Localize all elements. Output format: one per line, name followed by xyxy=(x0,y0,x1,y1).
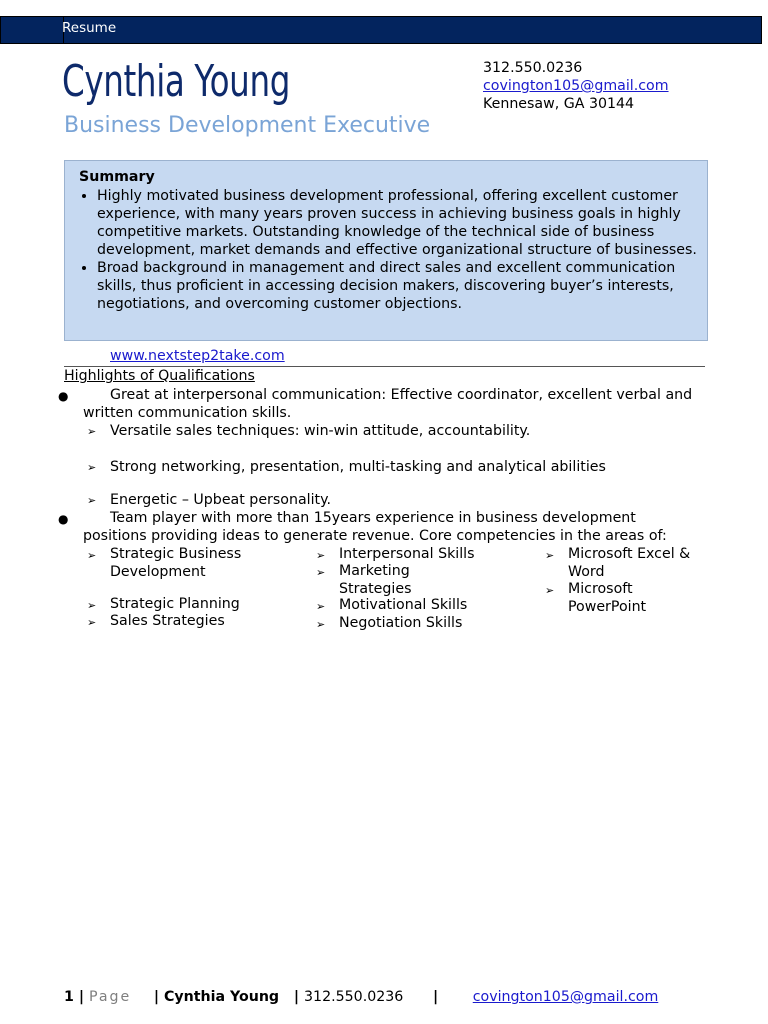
header-label: Resume xyxy=(62,20,117,36)
summary-heading: Summary xyxy=(79,169,155,185)
sub-item: Strong networking, presentation, multi-tasking and analytical abilities xyxy=(110,459,606,475)
sub-item: Energetic – Upbeat personality. xyxy=(110,492,331,508)
highlight-item-line: positions providing ideas to generate revenue. Core competencies in the areas of: xyxy=(83,528,667,544)
summary-item: • Highly motivated business development professional, offering excellent customer experience, with many years proven success in achieving business goals in highly competitive markets. Outstanding knowledge of the technical side of business development, market demands and effective organizational structure of businesses. xyxy=(97,187,697,259)
header-bar-tab xyxy=(0,16,64,44)
arrow-bullet-icon: ➢ xyxy=(545,584,555,597)
highlight-item-line: Team player with more than 15years experience in business development xyxy=(110,510,636,526)
summary-box xyxy=(64,160,708,341)
arrow-bullet-icon: ➢ xyxy=(316,618,326,631)
summary-item: • Broad background in management and direct sales and excellent communication skills, thus proficient in accessing decision makers, discovering buyer’s interests, negotiations, and overcoming customer objections. xyxy=(97,259,697,313)
footer-phone: 312.550.0236 xyxy=(304,989,404,1005)
contact-location: Kennesaw, GA 30144 xyxy=(483,96,635,112)
contact-phone: 312.550.0236 xyxy=(483,60,583,76)
arrow-bullet-icon: ➢ xyxy=(316,549,326,562)
arrow-bullet-icon: ➢ xyxy=(87,616,97,629)
bullet-icon: ● xyxy=(58,512,69,526)
sub-item: Versatile sales techniques: win-win attitude, accountability. xyxy=(110,423,531,439)
bullet-icon: ● xyxy=(58,389,69,403)
highlight-item-line: Great at interpersonal communication: Effective coordinator, excellent verbal and xyxy=(110,387,693,403)
competency-item: Negotiation Skills xyxy=(339,615,463,631)
highlights-heading: Highlights of Qualifications xyxy=(64,368,255,384)
footer-email-link[interactable]: covington105@gmail.com xyxy=(472,989,659,1005)
contact-email-link[interactable]: covington105@gmail.com xyxy=(483,78,669,94)
summary-list xyxy=(65,187,697,313)
candidate-name: Cynthia Young xyxy=(62,56,291,107)
arrow-bullet-icon: ➢ xyxy=(316,600,326,613)
page-number: 1 xyxy=(64,989,74,1005)
competency-item: Strategic Business Development xyxy=(110,546,242,580)
page-footer: 1 | Page | Cynthia Young | 312.550.0236 | covington105@gmail.com xyxy=(64,989,659,1005)
arrow-bullet-icon: ➢ xyxy=(87,461,97,474)
arrow-bullet-icon: ➢ xyxy=(87,599,97,612)
arrow-bullet-icon: ➢ xyxy=(545,549,555,562)
competency-item: Interpersonal Skills xyxy=(339,546,475,562)
highlight-item-line: written communication skills. xyxy=(83,405,292,421)
competency-item: Strategic Planning xyxy=(110,596,240,612)
arrow-bullet-icon: ➢ xyxy=(316,566,326,579)
arrow-bullet-icon: ➢ xyxy=(87,549,97,562)
arrow-bullet-icon: ➢ xyxy=(87,425,97,438)
job-title: Business Development Executive xyxy=(64,113,431,138)
website-link[interactable]: www.nextstep2take.com xyxy=(110,348,285,364)
competency-item: Marketing Strategies xyxy=(339,563,412,597)
competency-item: Microsoft PowerPoint xyxy=(568,581,647,615)
arrow-bullet-icon: ➢ xyxy=(87,494,97,507)
footer-name: Cynthia Young xyxy=(163,989,280,1005)
competency-item: Sales Strategies xyxy=(110,613,225,629)
section-divider xyxy=(64,366,705,367)
competency-item: Motivational Skills xyxy=(339,597,468,613)
page-word: Page xyxy=(88,989,132,1005)
competency-item: Microsoft Excel & Word xyxy=(568,546,691,580)
